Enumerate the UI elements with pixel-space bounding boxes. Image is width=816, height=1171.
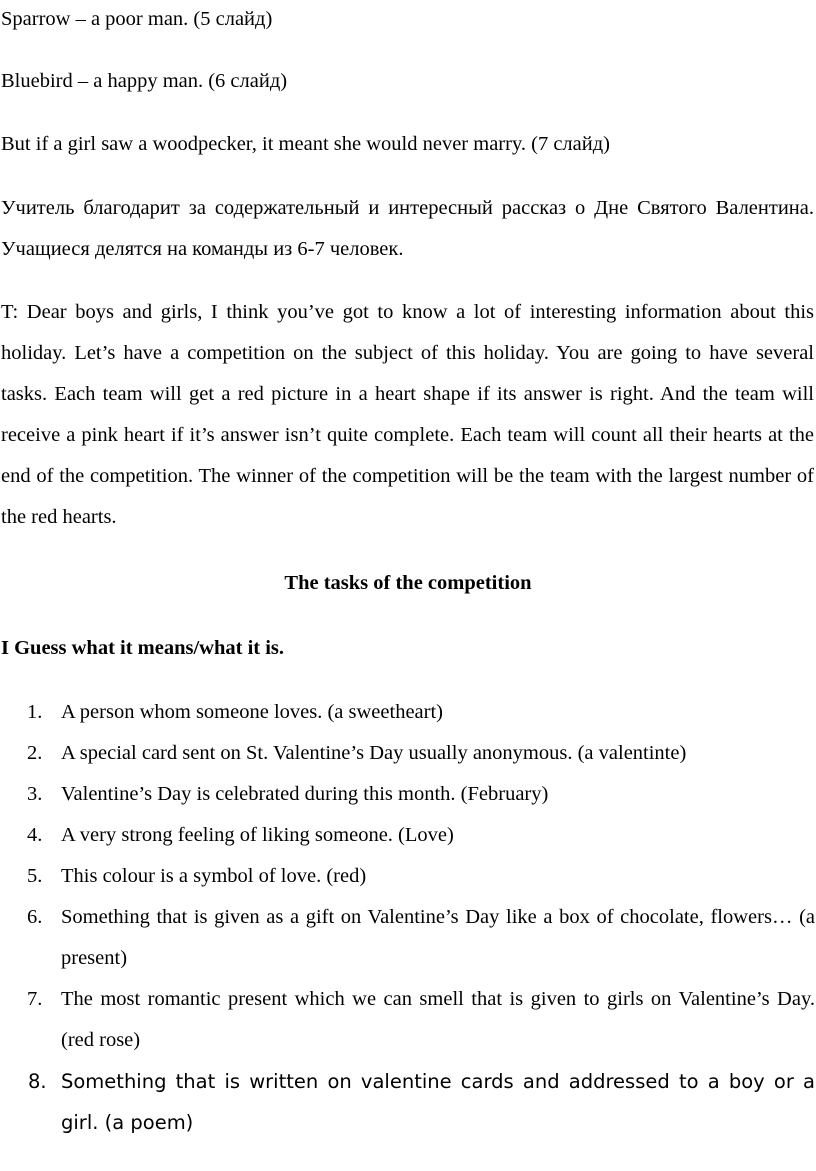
list-item-text: Something that is written on valentine cards and addressed to a boy or a girl. (a poem): [61, 1070, 815, 1134]
list-item-text: A very strong feeling of liking someone. (Love): [61, 824, 454, 846]
list-item-text: This colour is a symbol of love. (red): [61, 865, 367, 887]
list-item-number: 7.: [27, 988, 43, 1010]
list-item: [0, 733, 815, 774]
teacher-note-paragraph: Учитель благодарит за содержательный и интересный рассказ о Дне Святого Валентина. Учащиеся делятся на команды из 6-7 человек.: [1, 197, 814, 260]
list-item: [0, 815, 815, 856]
list-item-text: A person whom someone loves. (a sweetheart): [61, 701, 443, 723]
task-list: [0, 692, 816, 1143]
task-heading: I Guess what it means/what it is.: [1, 637, 285, 659]
list-item-text: Valentine’s Day is celebrated during this month. (February): [61, 783, 549, 805]
list-item: [0, 897, 815, 979]
list-item-number: 4.: [27, 824, 43, 846]
list-item: [0, 774, 815, 815]
sparrow-line: Sparrow – a poor man. (5 слайд): [1, 8, 273, 30]
woodpecker-line: But if a girl saw a woodpecker, it meant she would never marry. (7 слайд): [1, 133, 610, 155]
list-item-number: 3.: [27, 783, 43, 805]
list-item: [0, 692, 815, 733]
list-item-number: 1.: [27, 701, 43, 723]
list-item-number: 6.: [27, 906, 43, 928]
list-item-text: A special card sent on St. Valentine’s Day usually anonymous. (a valentinte): [61, 742, 687, 764]
list-item-number: 2.: [27, 742, 43, 764]
list-item-text: The most romantic present which we can smell that is given to girls on Valentine’s Day. (red rose): [61, 988, 815, 1051]
section-title: The tasks of the competition: [284, 572, 532, 594]
list-item: [0, 979, 815, 1061]
bluebird-line: Bluebird – a happy man. (6 слайд): [1, 70, 288, 92]
teacher-speech-paragraph: T: Dear boys and girls, I think you’ve got to know a lot of interesting information about this holiday. Let’s have a competition on the subject of this holiday. You are going to have several tasks. Each team will get a red picture in a heart shape if its answer is right. And the team will receive a pink heart if it’s answer isn’t quite complete. Each team will count all their hearts at the end of the competition. The winner of the competition will be the team with the largest number of the red hearts.: [1, 301, 814, 528]
list-item-text: Something that is given as a gift on Valentine’s Day like a box of chocolate, flowers… (a present): [61, 906, 815, 969]
list-item: [0, 856, 815, 897]
list-item-number: 8.: [28, 1070, 47, 1093]
list-item-number: 5.: [27, 865, 43, 887]
list-item: [0, 1061, 815, 1143]
